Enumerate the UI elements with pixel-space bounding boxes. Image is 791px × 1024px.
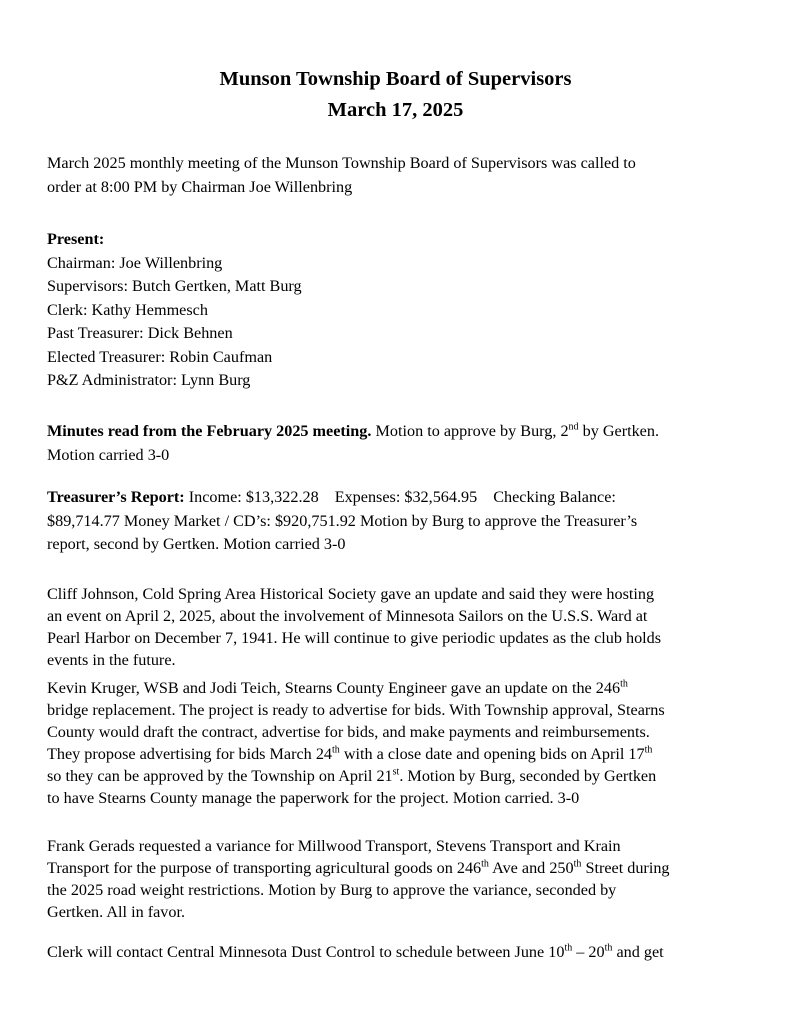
bridge-line-5b: . Motion by Burg, seconded by Gertken — [399, 767, 657, 785]
variance-line-1: Frank Gerads requested a variance for Millwood Transport, Stevens Transport and Krain — [47, 837, 621, 855]
variance-line-4: Gertken. All in favor. — [47, 903, 186, 921]
variance-line-2a: Transport for the purpose of transporting agricultural goods on 246 — [47, 859, 482, 877]
variance-line-2c: Street during — [581, 859, 670, 877]
present-member: Past Treasurer: Dick Behnen — [47, 324, 233, 342]
bridge-line-6: to have Stearns County manage the paperwork for the project. Motion carried. 3-0 — [47, 789, 580, 807]
treasurer-expenses: Expenses: $32,564.95 — [334, 488, 478, 506]
variance-line-2b: Ave and 250 — [488, 859, 574, 877]
bridge-line-5a: so they can be approved by the Township on April 21 — [47, 767, 393, 785]
intro-line-2: order at 8:00 PM by Chairman Joe Willenbring — [47, 177, 353, 196]
historical-line-2: an event on April 2, 2025, about the involvement of Minnesota Sailors on the U.S.S. Ward at — [47, 607, 648, 625]
treasurer-heading: Treasurer’s Report: — [47, 488, 185, 506]
bridge-sup: th — [644, 744, 653, 756]
historical-line-3: Pearl Harbor on December 7, 1941. He will continue to give periodic updates as the club holds — [47, 629, 662, 647]
dust-line-1c: and get — [612, 943, 664, 961]
present-section — [47, 228, 747, 393]
bridge-sup: st — [392, 766, 400, 778]
bridge-sup: th — [620, 678, 628, 690]
document-title: Munson Township Board of Supervisors — [219, 68, 572, 90]
minutes-heading: Minutes read from the February 2025 meeting. — [47, 422, 372, 440]
historical-paragraph — [47, 583, 747, 671]
present-heading: Present: — [47, 230, 105, 248]
bridge-line-4b: with a close date and opening bids on April 17 — [339, 745, 645, 763]
historical-line-4: events in the future. — [47, 651, 176, 669]
treasurer-income: Income: $13,322.28 — [184, 488, 319, 506]
variance-line-3: the 2025 road weight restrictions. Motion by Burg to approve the variance, seconded by — [47, 881, 617, 899]
treasurer-line-3: report, second by Gertken. Motion carried 3-0 — [47, 535, 346, 553]
historical-line-1: Cliff Johnson, Cold Spring Area Historical Society gave an update and said they were hosting — [47, 585, 655, 603]
present-member: P&Z Administrator: Lynn Burg — [47, 371, 251, 389]
minutes-sup: nd — [568, 421, 579, 433]
meeting-date: March 17, 2025 — [327, 99, 464, 121]
treasurer-paragraph — [47, 486, 747, 557]
minutes-text-a: Motion to approve by Burg, 2 — [371, 422, 569, 440]
bridge-line-2: bridge replacement. The project is ready to advertise for bids. With Township approval, Stearns — [47, 701, 665, 719]
intro-paragraph — [47, 152, 747, 199]
present-member: Clerk: Kathy Hemmesch — [47, 300, 208, 319]
treasurer-line-2: $89,714.77 Money Market / CD’s: $920,751.92 Motion by Burg to approve the Treasurer’s — [47, 511, 638, 530]
bridge-line-4a: They propose advertising for bids March 24 — [47, 745, 333, 763]
bridge-line-3: County would draft the contract, advertise for bids, and make payments and reimbursements. — [47, 723, 650, 741]
dust-line-1b: – 20 — [572, 943, 605, 961]
variance-sup: th — [481, 858, 489, 870]
variance-sup: th — [573, 858, 582, 870]
present-member: Chairman: Joe Willenbring — [47, 253, 223, 272]
dust-sup: th — [604, 942, 613, 954]
minutes-line-2: Motion carried 3-0 — [47, 445, 170, 464]
present-member: Supervisors: Butch Gertken, Matt Burg — [47, 277, 302, 295]
present-member: Elected Treasurer: Robin Caufman — [47, 347, 273, 366]
dust-paragraph — [47, 941, 747, 963]
treasurer-checking: Checking Balance: — [493, 488, 616, 506]
minutes-paragraph — [47, 420, 747, 467]
dust-sup: th — [564, 942, 573, 954]
bridge-line-1: Kevin Kruger, WSB and Jodi Teich, Stearns County Engineer gave an update on the 246 — [47, 679, 621, 697]
minutes-text-b: by Gertken. — [578, 422, 660, 440]
intro-line-1: March 2025 monthly meeting of the Munson Township Board of Supervisors was called to — [47, 154, 636, 172]
dust-line-1a: Clerk will contact Central Minnesota Dust Control to schedule between June 10 — [47, 943, 565, 961]
bridge-sup: th — [332, 744, 340, 756]
variance-paragraph — [47, 835, 747, 923]
bridge-paragraph — [47, 677, 747, 809]
